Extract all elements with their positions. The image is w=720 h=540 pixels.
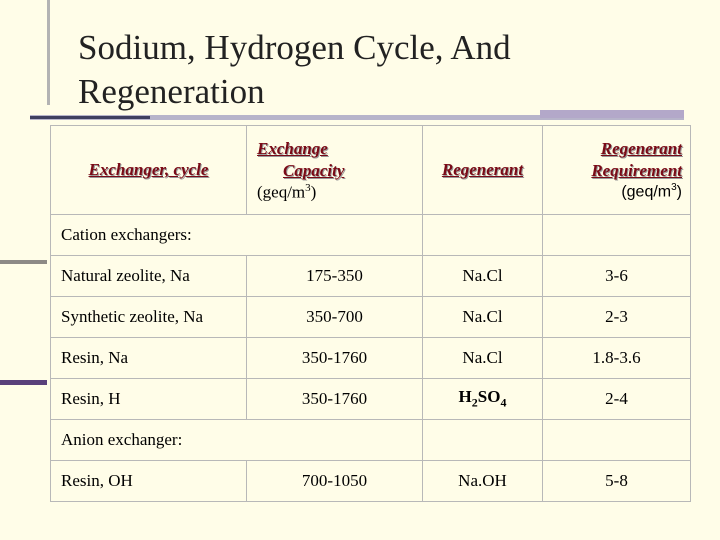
cell-regenerant: Na.OH: [423, 461, 543, 502]
section-row-anion: [51, 420, 691, 461]
cell-regenerant: Na.Cl: [423, 256, 543, 297]
ion-exchanger-table: [50, 125, 691, 502]
table-row: [51, 297, 691, 338]
cell-exchanger: Resin, OH: [51, 461, 247, 502]
cell-requirement: 1.8-3.6: [543, 338, 691, 379]
cell-exchanger: Resin, H: [51, 379, 247, 420]
cell-exchanger: Resin, Na: [51, 338, 247, 379]
cell-capacity: 350-1760: [247, 379, 423, 420]
cell-regenerant: Na.Cl: [423, 338, 543, 379]
section-row-cation: [51, 215, 691, 256]
table-row: [51, 256, 691, 297]
header-requirement-unit: $(geq/m^3)$: [621, 182, 682, 201]
header-regenerant: Regenerant: [441, 160, 524, 179]
cell-regenerant: Na.Cl: [423, 297, 543, 338]
section-label-anion: Anion exchanger:: [51, 420, 423, 461]
cell-capacity: 350-700: [247, 297, 423, 338]
cell-capacity: 175-350: [247, 256, 423, 297]
table-header-row: [51, 126, 691, 215]
cell-requirement: 3-6: [543, 256, 691, 297]
cell-capacity: 350-1760: [247, 338, 423, 379]
decorative-left-bar: [0, 260, 47, 264]
header-requirement: Requirement: [591, 161, 682, 181]
header-cell-requirement: [543, 126, 691, 215]
header-cell-exchanger: [51, 126, 247, 215]
header-capacity: Capacity: [283, 160, 345, 180]
header-capacity-unit: $(geq/m^3)$: [257, 181, 317, 202]
slide-title: Sodium, Hydrogen Cycle, And Regeneration: [78, 28, 511, 111]
decorative-vertical-line: [47, 0, 50, 105]
header-exchanger-cycle: Exchanger, cycle: [88, 160, 209, 179]
cell-requirement: 2-3: [543, 297, 691, 338]
section-label-cation: Cation exchangers:: [51, 215, 423, 256]
table-row: [51, 379, 691, 420]
cell-requirement: 5-8: [543, 461, 691, 502]
header-cell-regenerant: [423, 126, 543, 215]
cell-capacity: 700-1050: [247, 461, 423, 502]
decorative-left-bar-accent: [0, 380, 47, 385]
header-exchange: Exchange: [257, 138, 328, 158]
cell-requirement: 2-4: [543, 379, 691, 420]
table-row: [51, 461, 691, 502]
cell-exchanger: Natural zeolite, Na: [51, 256, 247, 297]
cell-regenerant: $H_2SO_4$: [423, 379, 543, 420]
header-regenerant-2: Regenerant: [600, 139, 682, 159]
title-underline-accent: [30, 116, 150, 119]
header-cell-capacity: [247, 126, 423, 215]
table-row: [51, 338, 691, 379]
cell-exchanger: Synthetic zeolite, Na: [51, 297, 247, 338]
